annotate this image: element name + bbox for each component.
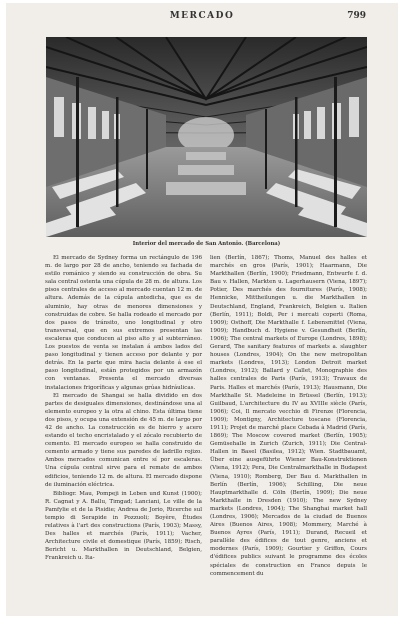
paragraph-sydney: El mercado de Sydney forma un rectángulo de 196 m. de largo por 28 de ancho, teniendo su fachada de estilo románico y siendo su construcción de obra. Su sala central ostenta una cúpula de 28 m. de altura. Los pisos centrales de acceso al mercado cuentan 12 m. de altura. Además de la cúpula antedicha, que es de aluminio, hay otras de menores dimensiones y construidas de cobre. Se halla rodeado el mercado por dos pasos de tránsito, uno longitudinal y otro transversal, que en sus extremos presentan las escaleras que conducen al piso alto y al subterráneo. Los puestos de venta se instalan á ambos lados del paso longitudinal y tienen acceso por delante y por detrás. En la parte que mira hacia delante á ese el paso longitudinal, están protegidos por un armazón con ventanas. Presenta el mercado diversas instalaciones frigoríficas y algunas grúas hidráulicas.: [45, 255, 202, 391]
text-column-right: [210, 254, 367, 578]
text-column-left: [45, 254, 202, 563]
bibliography-continued: lien (Berlín, 1867); Thoms, Manuel des halles et marchés en gros (París, 1901); Haarmann, Die Markthallen (Berlín, 1900); Friedmann, Entwurfe f. d. Bau v. Hallen, Markten u. Lagerhausern (Viena, 1897); Potier, Des marchés des fournitures (París, 1908); Hennicke, Mittheilungen u. die Markthallen in Deutschland, England, Frankreich, Belgien u. Italien (Berlín, 1911); Boldi, Per i mercati coperti (Roma, 1909); Osthoff, Die Markthalle f. Lebensmittel (Viena, 1909); Handbuch d. Hygiene v. Gesundheit (Berlín, 1906); The central markets of Europe (Londres, 1898); Gerard, The sanitary features of markets a. slaughter houses (Londres, 1904); On the new metropolitan markets (Londres, 1913); London Detroit market (Londres, 1912); Ballard y Callet, Monographie des halles centrales de Paris (París, 1913); Travaux de Paris. Halles et marchés (París, 1913); Hausmann, Die Markthalle St. Madeleine in Brüssel (Berlín, 1913); Guilbaud, L'architecture du IV au XVIIIe siècle (París, 1906); Coi, Il mercato vecchio di Firenze (Florencia, 1909); Montigny, Architecture toscane (Florencia, 1911); Projet de marché place Cebada à Madrid (París, 1869); The Moscow covered market (Berlín, 1905); Gemüsehalle in Zurich (Zurich, 1911); Die Central-Hallen in Basel (Basilea, 1912); Wien. Stadtbauamt, Über eine ausgeführte Wiener Bau-Konstruktionen (Viena, 1912); Pera, Die Centralmarkthalle in Budapest (Viena, 1910); Romberg, Der Bau d. Markthallen in Berlín (Berlín, 1906); Schilling, Die neue Hauptmarkthalle d. Cöln (Berlín, 1909); Die neue Markthalle in Dresden (1910); The new Sydney markets (Londres, 1904); The Shanghai market hall (Londres, 1906); Mercados de la ciudad de Buenos Aires (Buenos Aires, 1908); Mommery, Marché à Buenos Ayres (París, 1911); Durand, Recueil et parallèle des édifices de tout genre, anciens et modernes (París, 1909); Gourtier y Griffon, Cours d'édifices publics suivant le programme des écoles spéciales de construction en France depuis le commencement du: [210, 255, 367, 577]
page-header: [6, 11, 398, 25]
market-photo-illustration: [46, 37, 367, 237]
running-head: MERCADO: [169, 11, 235, 21]
paragraph-shanghai: El mercado de Shangai se halla dividido en dos partes de desiguales dimensiones, destinándose una al elemento europeo y la otra al chino. Esta última tiene dos pisos, y ocupa una extensión de 45 m. de largo por 42 de ancho. La construcción es de hierro y acero estando el techo encristalado y el zócalo recubierto de cemento. El mercado europeo se halla construido de cemento armado y tiene sus paredes de ladrillo rojizo. Ambos mercados comunican entre sí por escaleras. Una cúpula central sirve para el remate de ambos edificios, teniendo 12 m. de altura. El mercado dispone de iluminación eléctrica.: [45, 392, 202, 488]
page-number: 799: [347, 11, 366, 21]
book-page: [6, 3, 398, 616]
figure-caption: Interior del mercado de San Antonio. (Barcelona): [132, 241, 281, 247]
market-interior-photo: [46, 37, 367, 237]
bibliography: Bibliogr. Mau, Pompeji in Leben und Kunst (1900); R. Cagnat y A. Ballu, Timgad; Lanciani, Le ville de la Pamfylie et de la Pisidie; Andrea de Jorio, Ricerche sul tempio di Serapide in Pozzuoli; Boyère, Études relatives à l'art des constructions (París, 1903); Massy, Des halles et marchés (París, 1911); Vacher, Architecture civile et domestique (París, 1859); Risch, Bericht u. Markthallen in Deutschland, Belgien, Frankreich u. Ita-: [45, 490, 202, 562]
